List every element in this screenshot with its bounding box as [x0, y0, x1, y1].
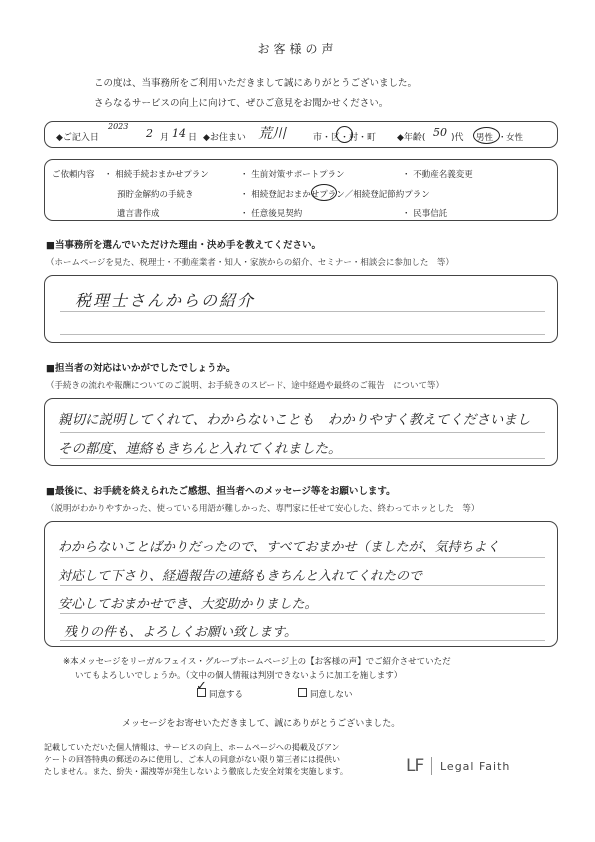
privacy-note-line: たしません。また、紛失・漏洩等が発生しないよう徹底した安全対策を実施します。: [44, 767, 348, 776]
thanks-message: メッセージをお寄せいただきまして、誠にありがとうございました。: [122, 719, 401, 729]
answer-line: [60, 458, 545, 459]
day-label: 日: [188, 133, 198, 143]
entry-year: 2023: [108, 122, 129, 131]
disagree-checkbox[interactable]: [298, 688, 307, 697]
logo-mark: LF: [406, 756, 424, 776]
answer-line: [60, 585, 545, 586]
intro-line-2: さらなるサービスの向上に向けて、ぜひご意見をお聞かせください。: [94, 98, 389, 109]
agree-label: 同意する: [209, 690, 244, 700]
page-title: お客様の声: [257, 42, 338, 56]
month-label: 月: [160, 133, 170, 143]
entry-month: 2: [146, 127, 153, 140]
answer-line: [60, 640, 545, 641]
q2-subtext: （手続きの流れや報酬についてのご説明、お手続きのスピード、途中経過や最終のご報告 について等）: [46, 381, 445, 391]
entry-date-label: ◆ご記入日: [56, 133, 99, 143]
service-item: 遺言書作成: [117, 209, 160, 219]
q1-answer-line-1: 税理士さんからの紹介: [75, 291, 256, 310]
service-item: ・ 相続登記おまかせプラン／相続登記節約プラン: [240, 190, 430, 200]
logo-divider: [431, 757, 432, 775]
service-item: ・ 生前対策サポートプラン: [240, 170, 345, 180]
q2-answer-line-1: 親切に説明してくれて、わからないことも わかりやすく教えてくださいまし: [58, 412, 531, 428]
gender-separator: ・: [498, 133, 507, 143]
q3-answer-line-1: わからないことばかりだったので、すべておまかせ（ましたが、気持ちよく: [58, 540, 500, 555]
age-value: 50: [433, 126, 447, 139]
age-label: ◆年齢(: [397, 133, 426, 143]
q2-answer-line-2: その都度、連絡もきちんと入れてくれました。: [58, 441, 342, 457]
address-label: ◆お住まい: [203, 133, 246, 143]
agree-check-mark: ✓: [196, 679, 207, 694]
answer-line: [60, 432, 545, 433]
q1-heading: ■当事務所を選んでいただけた理由・決め手を教えてください。: [46, 240, 321, 251]
service-item: ・ 不動産名義変更: [402, 170, 473, 180]
answer-line: [60, 311, 545, 312]
gender-circle: [473, 127, 500, 144]
disagree-label: 同意しない: [310, 690, 353, 700]
age-suffix: )代: [451, 133, 464, 143]
q1-subtext: （ホームページを見た、税理士・不動産業者・知人・家族からの紹介、セミナー・相談会に参加した 等）: [46, 258, 454, 268]
gender-female: 女性: [506, 133, 524, 143]
consent-text-2: いてもよろしいでしょうか。（文中の個人情報は判別できないように加工を施します）: [75, 671, 403, 681]
answer-line: [60, 334, 545, 335]
q3-subtext: （説明がわかりやすかった、使っている用語が難しかった、専門家に任せて安心した、終わってホッとした 等）: [46, 504, 480, 514]
q3-answer-line-2: 対応して下さり、経過報告の連絡もきちんと入れてくれたので: [58, 569, 423, 584]
privacy-note: [44, 742, 394, 778]
consent-text-1: ※本メッセージをリーガルフェイス・グループホームページ上の【お客様の声】でご紹介させていただ: [63, 657, 451, 667]
q3-heading: ■最後に、お手続を終えられたご感想、担当者へのメッセージ等をお願いします。: [46, 486, 396, 497]
privacy-note-line: 記載していただいた個人情報は、サービスの向上、ホームページへの掲載及びアン: [44, 743, 340, 752]
city-type-options: 市・区・村・町: [313, 133, 377, 143]
service-item: ・ 相続手続おまかせプラン: [104, 170, 209, 180]
address-value: 荒川: [258, 126, 286, 142]
service-item: ・ 任意後見契約: [240, 209, 303, 219]
gender-male: 男性: [476, 133, 494, 143]
q3-answer-line-4: 残りの件も、よろしくお願い致します。: [64, 625, 297, 640]
service-selected-circle: [311, 184, 337, 201]
q2-heading: ■担当者の対応はいかがでしたでしょうか。: [46, 363, 236, 374]
service-item: 預貯金解約の手続き: [117, 190, 194, 200]
q3-answer-line-3: 安心しておまかせでき、大変助かりました。: [58, 597, 318, 612]
privacy-note-line: ケートの回答特典の郵送のみに使用し、ご本人の同意がない限り第三者には提供い: [44, 755, 340, 764]
logo-name: Legal Faith: [440, 760, 511, 773]
service-item: ・ 民事信託: [402, 209, 448, 219]
services-label: ご依頼内容: [52, 170, 95, 180]
entry-day: 14: [172, 127, 186, 140]
answer-line: [60, 613, 545, 614]
answer-line: [60, 557, 545, 558]
city-type-circle: [336, 126, 353, 143]
intro-line-1: この度は、当事務所をご利用いただきまして誠にありがとうございました。: [94, 78, 418, 89]
